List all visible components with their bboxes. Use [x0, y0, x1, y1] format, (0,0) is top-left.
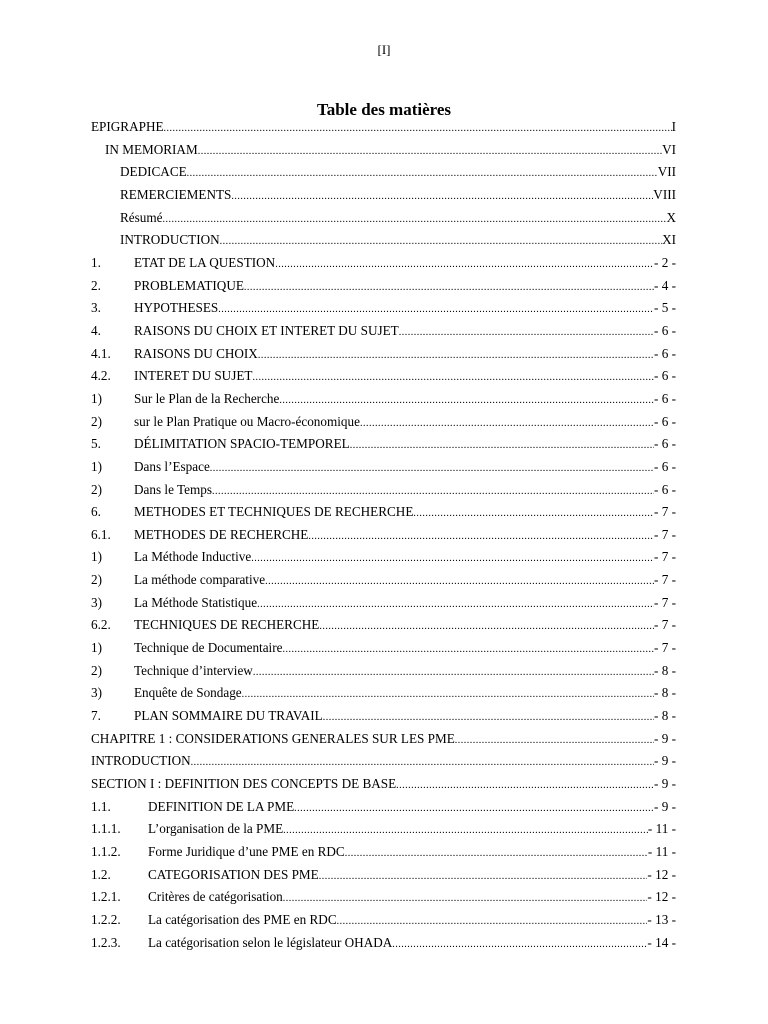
dot-leader: [283, 893, 648, 904]
toc-entry-number: 6.: [91, 504, 101, 520]
dot-leader: [218, 304, 654, 315]
toc-entry-page: - 8 -: [654, 708, 676, 724]
dot-leader: [392, 939, 647, 950]
toc-entry-number: 4.1.: [91, 345, 111, 361]
toc-entry-number: 1.2.2.: [91, 911, 121, 927]
toc-entry[interactable]: [91, 504, 676, 527]
dot-leader: [198, 146, 662, 157]
toc-title: Table des matières: [316, 100, 452, 119]
toc-entry[interactable]: [91, 549, 676, 572]
dot-leader: [253, 667, 654, 678]
toc-entry[interactable]: [91, 210, 676, 233]
dot-leader: [283, 825, 648, 836]
toc-entry-label: PROBLEMATIQUE: [134, 277, 244, 293]
toc-entry[interactable]: [91, 663, 676, 686]
toc-entry-number: 2): [91, 413, 102, 429]
toc-entry-label: La Méthode Inductive: [134, 549, 252, 565]
toc-entry-number: 2): [91, 662, 102, 678]
toc-entry-label: La méthode comparative: [134, 572, 266, 588]
toc-entry-page: - 7 -: [654, 504, 676, 520]
toc-entry-label: Enquête de Sondage: [134, 685, 242, 701]
dot-leader: [252, 372, 654, 383]
toc-entry-page: - 14 -: [647, 934, 676, 950]
toc-entry[interactable]: [91, 346, 676, 369]
dot-leader: [220, 236, 662, 247]
toc-entry-number: 6.2.: [91, 617, 111, 633]
toc-entry-label: Dans l’Espace: [134, 458, 210, 474]
dot-leader: [191, 757, 654, 768]
toc-entry-label: DEDICACE: [120, 164, 187, 180]
toc-entry[interactable]: [91, 844, 676, 867]
toc-entry-label: HYPOTHESES: [134, 300, 219, 316]
toc-entry-page: - 6 -: [654, 413, 676, 429]
dot-leader: [396, 780, 654, 791]
dot-leader: [187, 168, 658, 179]
toc-entry[interactable]: [91, 255, 676, 278]
toc-entry[interactable]: [91, 164, 676, 187]
toc-entry-number: 3): [91, 594, 102, 610]
toc-entry[interactable]: [91, 889, 676, 912]
toc-entry[interactable]: [91, 187, 676, 210]
toc-entry-number: 7.: [91, 708, 101, 724]
dot-leader: [279, 395, 654, 406]
toc-entry-page: - 7 -: [654, 617, 676, 633]
dot-leader: [242, 689, 654, 700]
toc-entry-label: METHODES ET TECHNIQUES DE RECHERCHE: [134, 504, 414, 520]
toc-entry-number: 1): [91, 640, 102, 656]
dot-leader: [163, 214, 667, 225]
toc-entry-page: - 9 -: [654, 798, 676, 814]
dot-leader: [323, 712, 654, 723]
toc-entry-label: DÉLIMITATION SPACIO-TEMPOREL: [134, 436, 350, 452]
toc-entry-page: - 8 -: [654, 685, 676, 701]
toc-entry-label: RAISONS DU CHOIX: [134, 345, 258, 361]
toc-entry-page: - 12 -: [647, 866, 676, 882]
toc-entry-page: X: [666, 209, 676, 225]
toc-entry-number: 2.: [91, 277, 101, 293]
toc-entry-number: 1.: [91, 254, 101, 270]
toc-entry-page: VI: [662, 141, 676, 157]
dot-leader: [337, 916, 648, 927]
toc-entry-number: 1): [91, 390, 102, 406]
toc-entry-page: - 6 -: [654, 345, 676, 361]
toc-entry-label: Dans le Temps: [134, 481, 212, 497]
toc-entry[interactable]: [91, 799, 676, 822]
toc-entry[interactable]: [91, 368, 676, 391]
toc-entry[interactable]: [91, 753, 676, 776]
toc-entry-page: - 6 -: [654, 458, 676, 474]
page-number: [I]: [377, 42, 391, 57]
dot-leader: [212, 486, 654, 497]
dot-leader: [231, 191, 653, 202]
dot-leader: [350, 440, 654, 451]
dot-leader: [210, 463, 654, 474]
toc-entry-page: - 8 -: [654, 662, 676, 678]
toc-entry-label: DEFINITION DE LA PME: [148, 798, 295, 814]
dot-leader: [455, 735, 654, 746]
toc-entry-label: PLAN SOMMAIRE DU TRAVAIL: [134, 708, 323, 724]
dot-leader: [282, 644, 654, 655]
toc-entry-page: VII: [657, 164, 676, 180]
toc-entry-label: Forme Juridique d’une PME en RDC: [148, 844, 345, 859]
toc-entry[interactable]: [91, 391, 676, 414]
toc-entry[interactable]: [91, 821, 676, 844]
toc-entry-page: - 11 -: [647, 821, 676, 837]
dot-leader: [399, 327, 654, 338]
toc-entry-label: L’organisation de la PME: [148, 821, 284, 837]
toc-entry-number: 1): [91, 549, 102, 565]
dot-leader: [360, 418, 654, 429]
toc-entry-page: - 6 -: [654, 390, 676, 406]
dot-leader: [413, 508, 654, 519]
toc-entry-label: Résumé: [120, 209, 163, 225]
toc-entry[interactable]: [91, 595, 676, 618]
toc-entry-page: - 4 -: [654, 277, 676, 293]
toc-entry[interactable]: [91, 640, 676, 663]
toc-entry-page: - 12 -: [647, 889, 676, 905]
toc-entry[interactable]: [91, 617, 676, 640]
toc-entry-page: - 6 -: [654, 368, 676, 384]
toc-entry-number: 3.: [91, 300, 101, 316]
toc-entry[interactable]: [91, 685, 676, 708]
toc-entry[interactable]: [91, 708, 676, 731]
toc-entry-page: - 5 -: [654, 300, 676, 316]
toc-entry-label: INTRODUCTION: [120, 232, 220, 248]
toc-entry-page: - 11 -: [647, 844, 676, 859]
toc-entry[interactable]: [91, 436, 676, 459]
toc-entry[interactable]: [91, 323, 676, 346]
toc-entry-label: Technique de Documentaire: [134, 640, 283, 656]
toc-entry[interactable]: [91, 232, 676, 255]
toc-entry-label: INTRODUCTION: [91, 753, 191, 769]
dot-leader: [319, 621, 654, 632]
toc-entry-label: La catégorisation des PME en RDC: [148, 911, 337, 927]
toc-entry-page: I: [671, 119, 676, 134]
toc-entry[interactable]: [91, 300, 676, 323]
toc-entry[interactable]: [91, 527, 676, 550]
dot-leader: [319, 871, 648, 882]
toc-entry[interactable]: [91, 935, 676, 958]
toc-entry-label: RAISONS DU CHOIX ET INTERET DU SUJET: [134, 322, 399, 338]
toc-entry-label: La Méthode Statistique: [134, 594, 258, 610]
toc-entry-label: REMERCIEMENTS: [120, 186, 232, 202]
toc-entry[interactable]: [91, 482, 676, 505]
toc-entry-label: SECTION I : DEFINITION DES CONCEPTS DE BASE: [91, 776, 397, 792]
toc-entry-number: 1.2.: [91, 866, 111, 882]
dot-leader: [308, 531, 654, 542]
toc-entry-page: - 13 -: [647, 911, 676, 927]
toc-entry-number: 3): [91, 685, 102, 701]
toc-entry-page: - 9 -: [654, 753, 676, 769]
toc-entry-number: 1.1.1.: [91, 821, 121, 837]
toc-entry-page: - 7 -: [654, 572, 676, 588]
toc-entry-number: 4.: [91, 322, 101, 338]
toc-entry-label: sur le Plan Pratique ou Macro-économique: [134, 413, 360, 429]
toc-entry-page: - 7 -: [654, 594, 676, 610]
toc-entry-label: Critères de catégorisation: [148, 889, 283, 905]
dot-leader: [251, 553, 654, 564]
toc-entry-number: 4.2.: [91, 368, 111, 384]
dot-leader: [257, 599, 654, 610]
toc-entry[interactable]: [91, 867, 676, 890]
toc-entry-number: 5.: [91, 436, 101, 452]
dot-leader: [345, 848, 648, 859]
toc-entry-number: 1.2.3.: [91, 934, 121, 950]
toc-entry-label: EPIGRAPHE: [91, 119, 164, 134]
toc-entry[interactable]: [91, 414, 676, 437]
toc-entry[interactable]: [91, 278, 676, 301]
toc-entry-label: ETAT DE LA QUESTION: [134, 254, 276, 270]
toc-entry-page: - 9 -: [654, 730, 676, 746]
toc-entry-label: INTERET DU SUJET: [134, 368, 253, 384]
toc-entry-page: - 6 -: [654, 481, 676, 497]
toc-entry[interactable]: [91, 912, 676, 935]
dot-leader: [265, 576, 654, 587]
toc-entry-number: 1.1.: [91, 798, 111, 814]
toc-entry-page: - 7 -: [654, 549, 676, 565]
toc-entry[interactable]: [91, 776, 676, 799]
toc-entry[interactable]: [91, 142, 676, 165]
toc-entry-page: VIII: [653, 186, 676, 202]
toc-entry-number: 1.2.1.: [91, 889, 121, 905]
toc-entry[interactable]: [91, 459, 676, 482]
toc-entry-page: - 7 -: [654, 640, 676, 656]
toc-entry-label: CATEGORISATION DES PME: [148, 866, 319, 882]
toc-entry-number: 1): [91, 458, 102, 474]
toc-entry-number: 2): [91, 572, 102, 588]
toc-entry-number: 2): [91, 481, 102, 497]
dot-leader: [275, 259, 654, 270]
dot-leader: [244, 282, 654, 293]
toc-entry-page: - 2 -: [654, 254, 676, 270]
toc-entry-page: - 6 -: [654, 436, 676, 452]
dot-leader: [258, 350, 654, 361]
toc-entry-label: TECHNIQUES DE RECHERCHE: [134, 617, 320, 633]
toc-entry[interactable]: [91, 572, 676, 595]
toc-entry[interactable]: [91, 731, 676, 754]
toc-entry-label: CHAPITRE 1 : CONSIDERATIONS GENERALES SUR LES PME: [91, 730, 455, 746]
toc-entry-label: IN MEMORIAM: [105, 141, 198, 157]
toc-entry-label: Technique d’interview: [134, 662, 253, 678]
toc-entry[interactable]: [91, 119, 676, 142]
dot-leader: [294, 803, 654, 814]
toc-entry-page: XI: [662, 232, 676, 248]
toc-entry-page: - 6 -: [654, 322, 676, 338]
dot-leader: [164, 123, 672, 134]
toc-entry-number: 1.1.2.: [91, 844, 121, 859]
toc-list: [91, 119, 676, 957]
toc-entry-label: Sur le Plan de la Recherche: [134, 390, 280, 406]
toc-entry-page: - 9 -: [654, 776, 676, 792]
toc-entry-number: 6.1.: [91, 526, 111, 542]
toc-entry-page: - 7 -: [654, 526, 676, 542]
toc-entry-label: METHODES DE RECHERCHE: [134, 526, 309, 542]
toc-entry-label: La catégorisation selon le législateur OHADA: [148, 934, 393, 950]
